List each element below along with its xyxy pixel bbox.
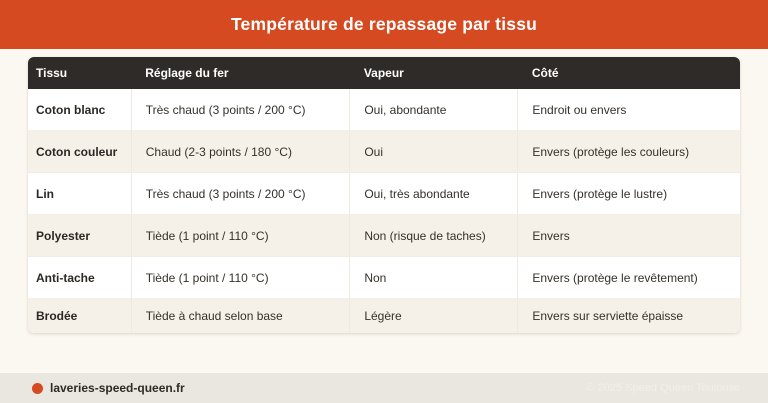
- column-header: Vapeur: [350, 57, 518, 89]
- table-header-row: [28, 57, 740, 89]
- value-cell: Envers: [518, 215, 740, 257]
- fabric-name-cell: Polyester: [28, 215, 131, 257]
- table-body: [28, 89, 740, 333]
- value-cell: Très chaud (3 points / 200 °C): [131, 173, 350, 215]
- copyright-watermark: © 2025 Speed Queen Toulouse: [586, 382, 740, 394]
- table-row: [28, 89, 740, 131]
- fabric-name-cell: Lin: [28, 173, 131, 215]
- fabric-name-cell: Anti-tache: [28, 257, 131, 299]
- column-header: Réglage du fer: [131, 57, 350, 89]
- value-cell: Oui, abondante: [350, 89, 518, 131]
- fabric-name-cell: Coton blanc: [28, 89, 131, 131]
- fabric-table: [28, 57, 740, 333]
- value-cell: Très chaud (3 points / 200 °C): [131, 89, 350, 131]
- table-row: [28, 215, 740, 257]
- footer-bar: [0, 373, 768, 403]
- brand-dot-icon: [32, 383, 43, 394]
- value-cell: Oui: [350, 131, 518, 173]
- fabric-name-cell: Brodée: [28, 299, 131, 334]
- value-cell: Tiède (1 point / 110 °C): [131, 215, 350, 257]
- value-cell: Envers (protège les couleurs): [518, 131, 740, 173]
- title-banner: [0, 0, 768, 49]
- column-header: Côté: [518, 57, 740, 89]
- fabric-name-cell: Coton couleur: [28, 131, 131, 173]
- ironing-temperature-table-card: [28, 57, 740, 333]
- value-cell: Légère: [350, 299, 518, 334]
- value-cell: Oui, très abondante: [350, 173, 518, 215]
- page-title: Température de repassage par tissu: [230, 14, 538, 34]
- value-cell: Envers (protège le lustre): [518, 173, 740, 215]
- value-cell: Chaud (2-3 points / 180 °C): [131, 131, 350, 173]
- table-row: [28, 299, 740, 334]
- value-cell: Tiède à chaud selon base: [131, 299, 350, 334]
- value-cell: Envers sur serviette épaisse: [518, 299, 740, 334]
- value-cell: Non (risque de taches): [350, 215, 518, 257]
- value-cell: Non: [350, 257, 518, 299]
- column-header: Tissu: [28, 57, 131, 89]
- table-row: [28, 173, 740, 215]
- table-row: [28, 257, 740, 299]
- table-row: [28, 131, 740, 173]
- site-domain-label: laveries-speed-queen.fr: [50, 381, 185, 395]
- value-cell: Endroit ou envers: [518, 89, 740, 131]
- value-cell: Envers (protège le revêtement): [518, 257, 740, 299]
- value-cell: Tiède (1 point / 110 °C): [131, 257, 350, 299]
